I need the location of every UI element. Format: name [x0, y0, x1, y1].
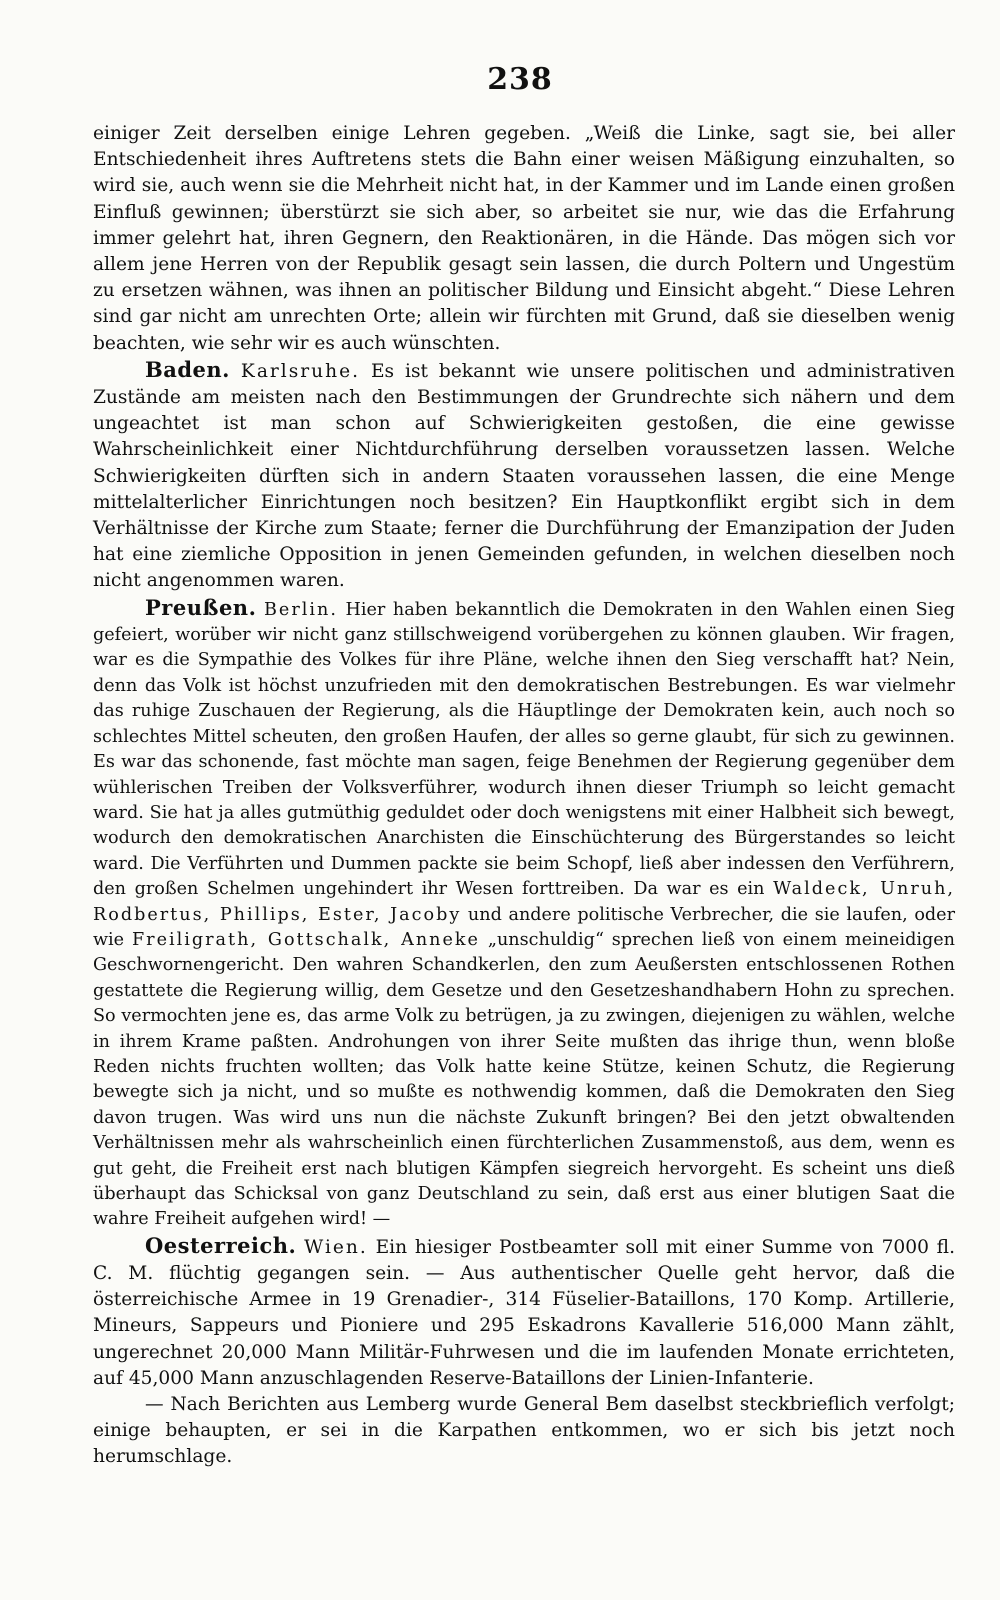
text-preussen-3: „unschuldig“ sprechen ließ von einem meineidigen Geschwornengericht. Den wahren Schandkerlen, den zum Aeußersten entschlossenen Rothen gestattete die Regierung willig, dem Gesetze und den Gesetzeshandhabern Hohn zu sprechen. So vermochten jene es, das arme Volk zu betrügen, ja zu zwingen, diejenigen zu wählen, welche in ihrem Krame paßten. Androhungen von ihrer Seite mußten das ihrige thun, wenn bloße Reden nichts fruchten wollten; das Volk hatte keine Stütze, keinen Schutz, die Regierung bewegte sich ja nicht, und so mußte es nothwendig kommen, daß die Demokraten den Sieg davon trugen. Was wird uns nun die nächste Zukunft bringen? Bei den jetzt obwaltenden Verhältnissen mehr als wahrscheinlich einen fürchterlichen Zusammenstoß, aus dem, wenn es gut geht, die Freiheit erst nach blutigen Kämpfen siegreich hervorgeht. Es scheint uns dieß überhaupt das Schicksal von ganz Deutschland zu sein, daß erst aus einer blutigen Saat die wahre Freiheit aufgehen wird! —: [93, 929, 955, 1230]
article-body: [93, 121, 955, 1471]
text-preussen-2: und andere politische Verbrecher, die sie laufen, oder wie: [93, 904, 956, 950]
paragraph-last: — Nach Berichten aus Lemberg wurde General Bem daselbst steckbrieflich verfolgt; einige behaupten, er sei in die Karpathen entkommen, wo er sich bis jetzt noch herumschlage.: [93, 1394, 955, 1468]
text-oesterreich: Ein hiesiger Postbeamter soll mit einer Summe von 7000 fl. C. M. flüchtig gegangen sein. — Aus authentischer Quelle geht hervor, daß die österreichische Armee in 19 Grenadier-, 314 Füselier-Bataillons, 170 Komp. Artillerie, Mineurs, Sappeurs und Pioniere und 295 Eskadrons Kavallerie 516,000 Mann zählt, ungerechnet 20,000 Mann Militär-Fuhrwesen und die im laufenden Monate errichteten, auf 45,000 Mann anzuschlagenden Reserve-Bataillons der Linien-Infanterie.: [93, 1236, 955, 1389]
section-heading-baden: Baden.: [145, 356, 230, 382]
page-number: 238: [487, 62, 553, 97]
paragraph-intro: einiger Zeit derselben einige Lehren gegeben. „Weiß die Linke, sagt sie, bei aller Entschiedenheit ihres Auftretens stets die Bahn einer weisen Mäßigung einzuhalten, so wird sie, auch wenn sie die Mehrheit nicht hat, in der Kammer und im Lande einen großen Einfluß gewinnen; überstürzt sie sich aber, so arbeitet sie nur, wie das die Erfahrung immer gelehrt hat, ihren Gegnern, den Reaktionären, in die Hände. Das mögen sich vor allem jene Herren von der Republik gesagt sein lassen, die durch Poltern und Ungestüm zu ersetzen wähnen, was ihnen an politischer Bildung und Einsicht abgeht.“ Diese Lehren sind gar nicht am unrechten Orte; allein wir fürchten mit Grund, daß sie dieselben wenig beachten, wie sehr wir es auch wünschten.: [93, 123, 955, 354]
paragraph-baden: [93, 357, 955, 595]
dateline-baden: Karlsruhe.: [240, 360, 361, 382]
text-preussen-1: Hier haben bekanntlich die Demokraten in den Wahlen einen Sieg gefeiert, worüber wir nicht ganz stillschweigend vorübergehen zu können glauben. Wir fragen, war es die Sympathie des Volkes für ihre Pläne, welche ihnen den Sieg verschafft hat? Nein, denn das Volk ist höchst unzufrieden mit den demokratischen Bestrebungen. Es war vielmehr das ruhige Zuschauen der Regierung, als die Häuptlinge der Demokraten kein, auch noch so schlechtes Mittel scheuten, den großen Haufen, der alles so gerne glaubt, für sich zu gewinnen. Es war das schonende, fast möchte man sagen, feige Benehmen der Regierung gegenüber dem wühlerischen Treiben der Volksverführer, wodurch ihnen dieser Triumph so leicht gemacht ward. Sie hat ja alles gutmüthig geduldet oder doch wenigstens mit einer Halbheit sich bewegt, wodurch den demokratischen Anarchisten die Einschüchterung des Bürgerstandes so leicht ward. Die Verführten und Dummen packte sie beim Schopf, ließ aber indessen den Verführern, den großen Schelmen ungehindert ihr Wesen forttreiben. Da war es ein: [93, 599, 956, 900]
paragraph-oesterreich: [93, 1233, 955, 1392]
section-heading-oesterreich: Oesterreich.: [145, 1232, 297, 1258]
names-list-2: Freiligrath, Gottschalk, Anneke: [131, 929, 480, 950]
names-list-1: Waldeck, Unruh, Rodbertus, Phillips, Ester, Jacoby: [93, 879, 955, 925]
section-heading-preussen: Preußen.: [145, 594, 257, 620]
dateline-oesterreich: Wien.: [304, 1236, 368, 1258]
text-baden: Es ist bekannt wie unsere politischen und administrativen Zustände am meisten nach den Bestimmungen der Grundrechte sich nähern und dem ungeachtet ist man schon auf Schwierigkeiten gestoßen, die eine gewisse Wahrscheinlichkeit einer Nichtdurchführung derselben voraussetzen lassen. Welche Schwierigkeiten dürften sich in andern Staaten voraussehen lassen, die eine Menge mittelalterlicher Einrichtungen noch besitzen? Ein Hauptkonflikt ergibt sich in dem Verhältnisse der Kirche zum Staate; ferner die Durchführung der Emanzipation der Juden hat eine ziemliche Opposition in jenen Gemeinden gefunden, in welchen dieselben noch nicht angenommen waren.: [93, 360, 955, 592]
dateline-preussen: Berlin.: [263, 599, 338, 620]
paragraph-preussen: [93, 595, 955, 1233]
